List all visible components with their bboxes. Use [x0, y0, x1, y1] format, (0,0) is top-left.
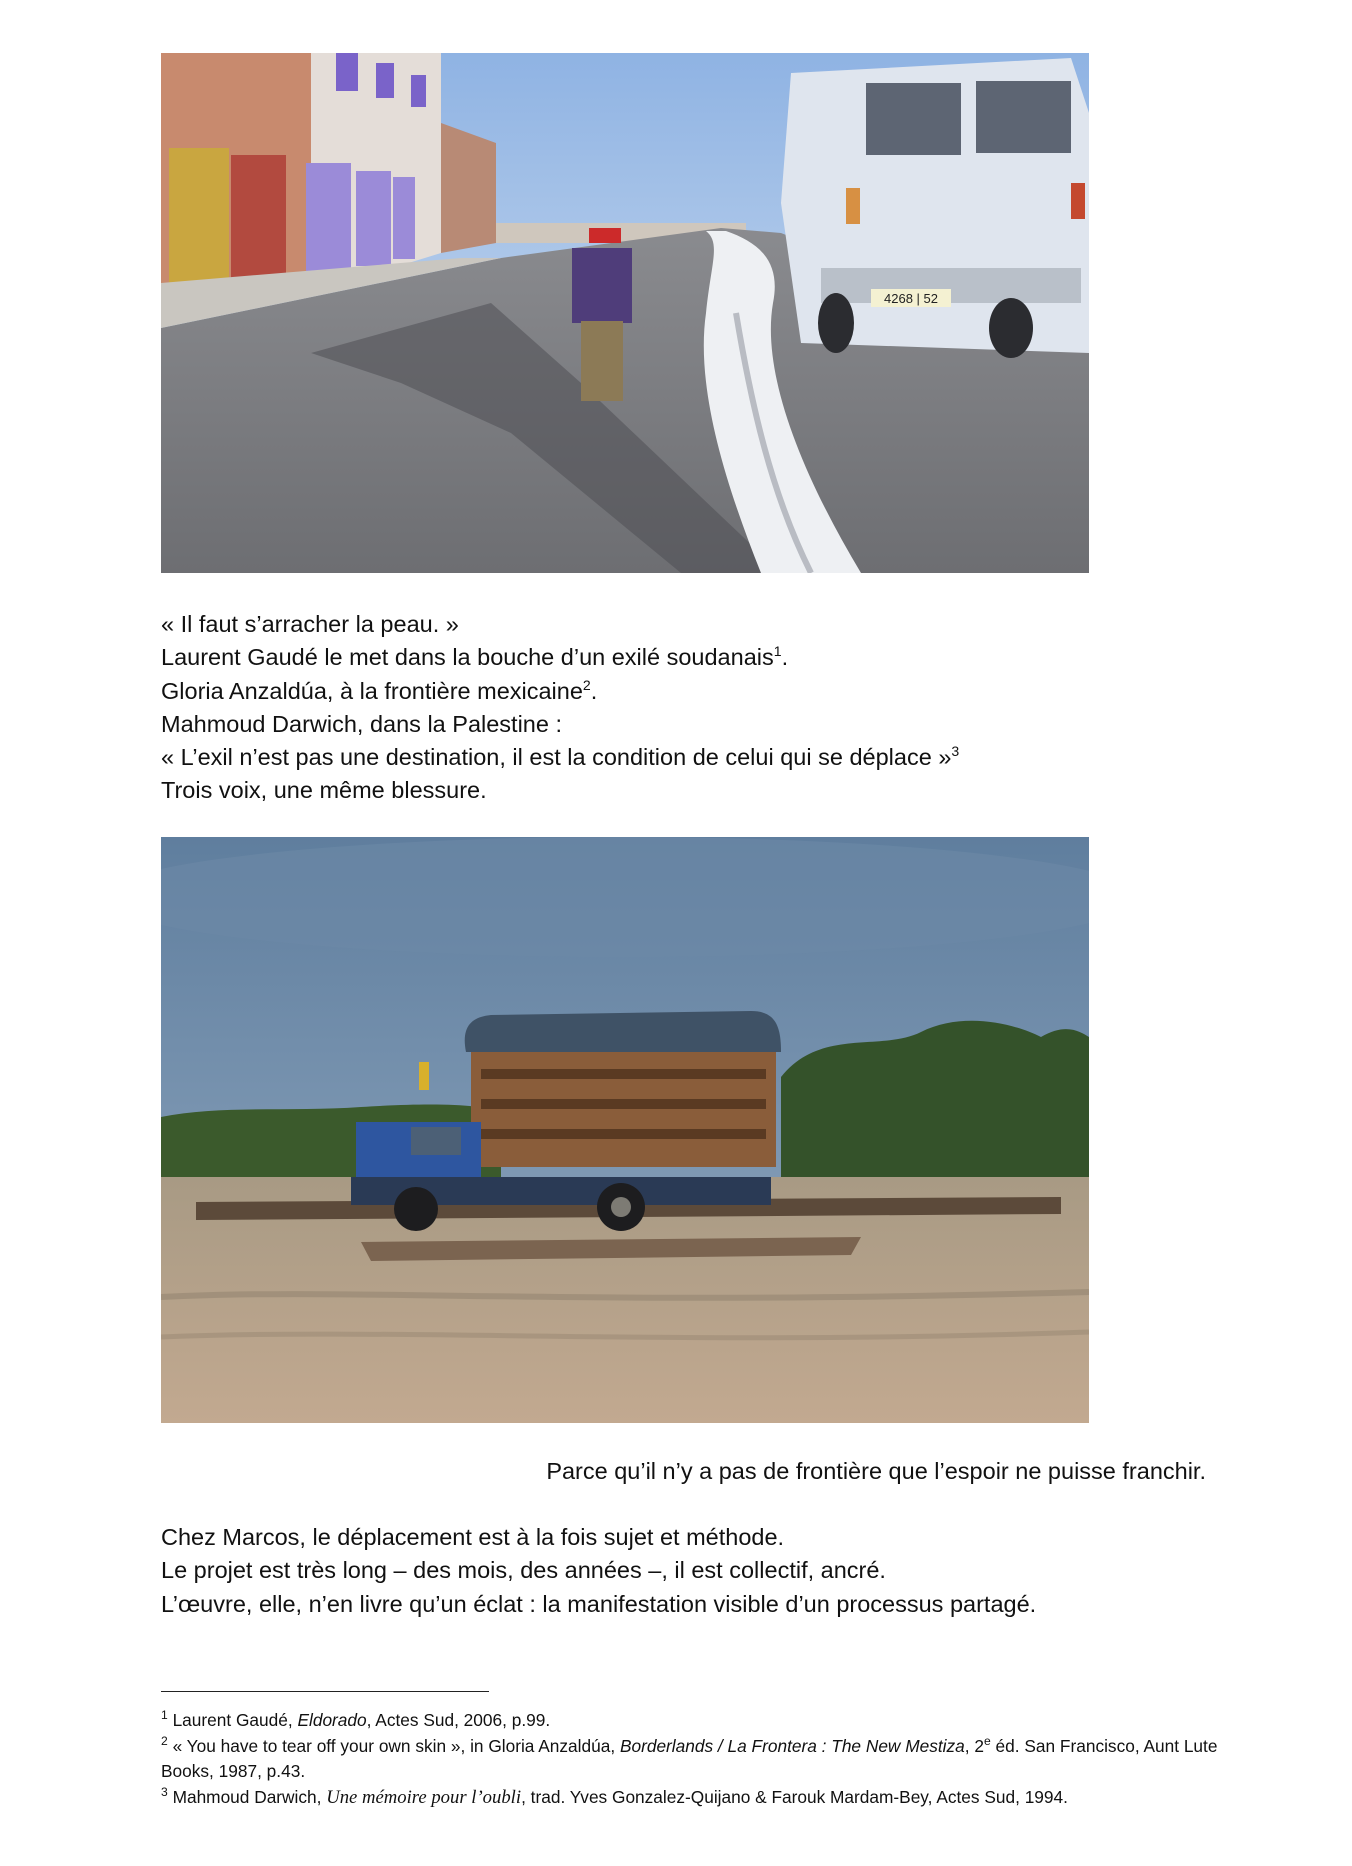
poem-line — [161, 708, 1161, 741]
poem-line — [161, 675, 1161, 708]
footnote-text: éd. San Francisco, Aunt Lute Books, 1987, p.43. — [161, 1735, 1218, 1781]
footnote-ref[interactable]: 1 — [773, 643, 782, 660]
footnote-ref[interactable]: 3 — [951, 743, 960, 760]
poem-line-text: Laurent Gaudé le met dans la bouche d’un exilé soudanais — [161, 644, 774, 671]
paragraph-line: L’œuvre, elle, n’en livre qu’un éclat : la manifestation visible d’un processus partagé. — [161, 1590, 1037, 1617]
footnote-text: Laurent Gaudé, — [172, 1710, 298, 1730]
poem-line-text: « Il faut s’arracher la peau. » — [161, 611, 459, 637]
footnote-text: , 2 — [964, 1735, 984, 1756]
poem-line-text: « L’exil n’est pas une destination, il est la condition de celui qui se déplace » — [161, 744, 952, 771]
poem-line-text: Gloria Anzaldúa, à la frontière mexicaine — [161, 677, 583, 704]
footnote-text: Mahmoud Darwich, — [172, 1786, 327, 1807]
street-photo — [161, 53, 1089, 573]
paragraph-line: Chez Marcos, le déplacement est à la fois sujet et méthode. — [161, 1524, 785, 1550]
footnote-text: « You have to tear off your own skin », in Gloria Anzaldúa, — [172, 1735, 620, 1756]
footnote-number: 3 — [161, 1784, 168, 1799]
footnote-number: 1 — [161, 1708, 168, 1723]
footnote-separator — [161, 1691, 489, 1692]
hope-quote: Parce qu’il n’y a pas de frontière que l’espoir ne puisse franchir. — [546, 1458, 1206, 1484]
poem-block — [161, 608, 1161, 808]
van-license-plate: 4268 | 52 — [884, 291, 938, 306]
poem-line-end: . — [781, 644, 789, 671]
poem-line-end: . — [590, 677, 598, 704]
footnote-3 — [161, 1785, 1221, 1811]
footnotes — [161, 1708, 1221, 1810]
poem-line — [161, 608, 1161, 641]
poem-line-text: Trois voix, une même blessure. — [161, 777, 487, 804]
street-photo-illustration — [161, 53, 1089, 573]
footnote-text: , Actes Sud, 2006, p.99. — [366, 1710, 551, 1730]
river-ferry-photo — [161, 837, 1089, 1423]
footnote-book-title: Borderlands / La Frontera : The New Mestiza — [619, 1735, 965, 1756]
footnote-ref[interactable]: 2 — [582, 676, 591, 693]
footnote-edition-sup: e — [983, 1733, 991, 1748]
poem-line — [161, 774, 1161, 807]
footnote-1 — [161, 1708, 1221, 1734]
poem-line-text: Mahmoud Darwich, dans la Palestine : — [161, 710, 563, 737]
poem-line — [161, 741, 1161, 774]
river-ferry-photo-illustration — [161, 837, 1089, 1423]
footnote-number: 2 — [161, 1733, 168, 1748]
footnote-book-title: Une mémoire pour l’oubli — [326, 1786, 522, 1808]
body-paragraph — [161, 1521, 1221, 1621]
footnote-book-title: Eldorado — [297, 1710, 367, 1730]
paragraph-line: Le projet est très long – des mois, des années –, il est collectif, ancré. — [161, 1557, 886, 1584]
poem-line — [161, 641, 1161, 674]
footnote-text: , trad. Yves Gonzalez-Quijano & Farouk Mardam-Bey, Actes Sud, 1994. — [521, 1786, 1068, 1807]
footnote-2 — [161, 1734, 1221, 1785]
